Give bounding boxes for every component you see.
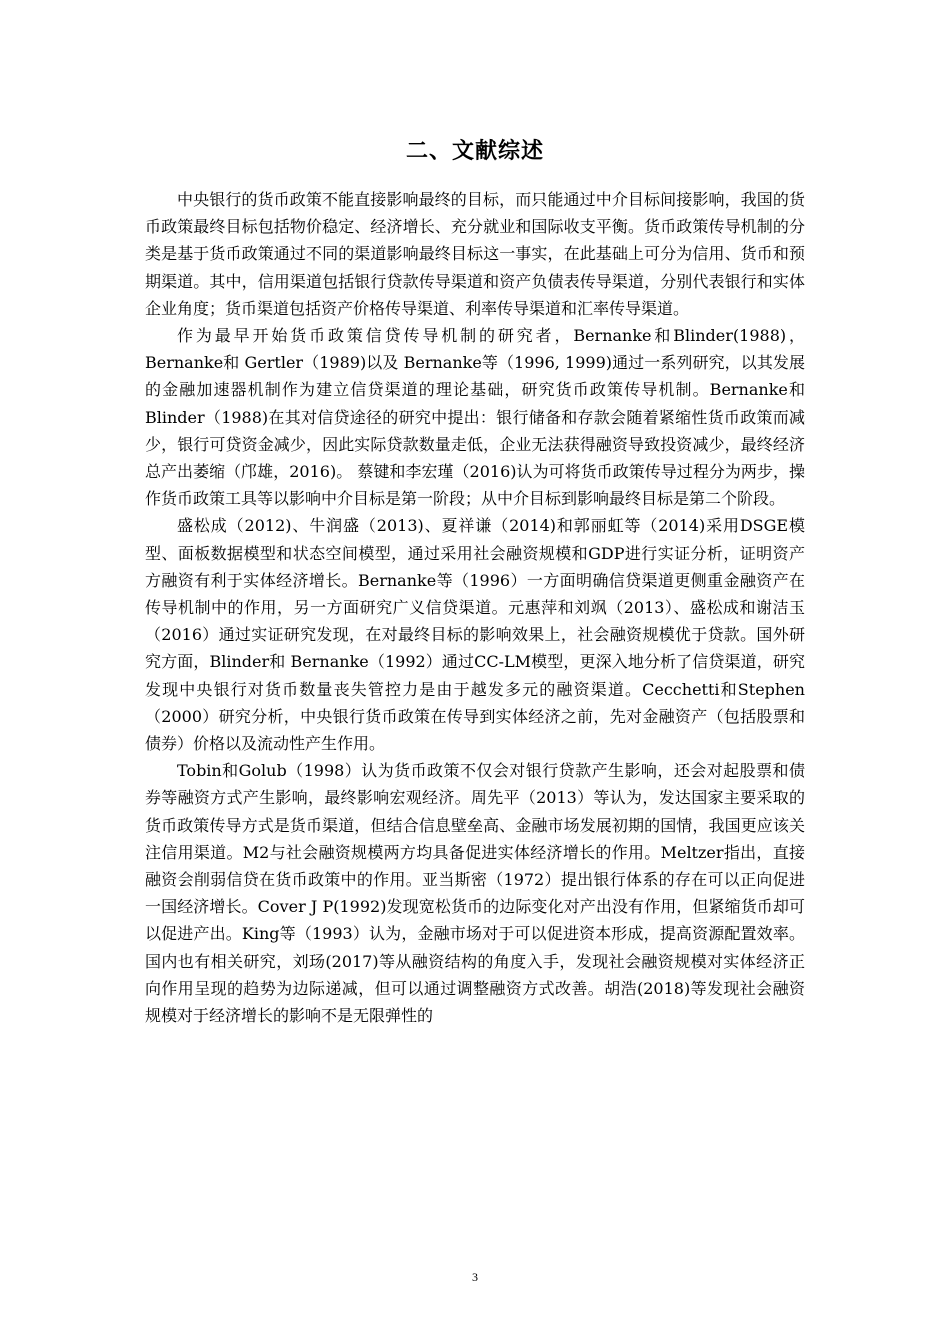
body-text [145,186,805,1029]
paragraph-4: Tobin和Golub（1998）认为货币政策不仅会对银行贷款产生影响，还会对起股票和债券等融资方式产生影响，最终影响宏观经济。周先平（2013）等认为，发达国家主要采取的货币政策传导方式是货币渠道，但结合信息壁垒高、金融市场发展初期的国情，我国更应该关注信用渠道。M2与社会融资规模两方均具备促进实体经济增长的作用。Meltzer指出，直接融资会削弱信贷在货币政策中的作用。亚当斯密（1972）提出银行体系的存在可以正向促进一国经济增长。Cover J P(1992)发现宽松货币的边际变化对产出没有作用，但紧缩货币却可以促进产出。King等（1993）认为，金融市场对于可以促进资本形成，提高资源配置效率。国内也有相关研究，刘玚(2017)等从融资结构的角度入手，发现社会融资规模对实体经济正向作用呈现的趋势为边际递减，但可以通过调整融资方式改善。胡浩(2018)等发现社会融资规模对于经济增长的影响不是无限弹性的 [145,761,805,1026]
paragraph-2: 作为最早开始货币政策信贷传导机制的研究者，Bernanke和Blinder(1988)，Bernanke和 Gertler（1989)以及 Bernanke等（1996, 1999)通过一系列研究，以其发展的金融加速器机制作为建立信贷渠道的理论基础，研究货币政策传导机制。Bernanke和Blinder（1988)在其对信贷途径的研究中提出：银行储备和存款会随着紧缩性货币政策而减少，银行可贷资金减少，因此实际贷款数量走低，企业无法获得融资导致投资减少，最终经济总产出萎缩（邝雄，2016)。 蔡键和李宏瑾（2016)认为可将货币政策传导过程分为两步，操作货币政策工具等以影响中介目标是第一阶段；从中介目标到影响最终目标是第二个阶段。 [145,326,805,509]
section-title: 二、文献综述 [405,139,544,164]
page-number: 3 [472,1270,478,1284]
paragraph-3: 盛松成（2012)、牛润盛（2013)、夏祥谦（2014)和郭丽虹等（2014)采用DSGE模型、面板数据模型和状态空间模型，通过采用社会融资规模和GDP进行实证分析，证明资产方融资有利于实体经济增长。Bernanke等（1996）一方面明确信贷渠道更侧重金融资产在传导机制中的作用，另一方面研究广义信贷渠道。元惠萍和刘飒（2013）、盛松成和谢洁玉（2016）通过实证研究发现，在对最终目标的影响效果上，社会融资规模优于贷款。国外研究方面，Blinder和 Bernanke（1992）通过CC-LM模型，更深入地分析了信贷渠道，研究发现中央银行对货币数量丧失管控力是由于越发多元的融资渠道。Cecchetti和Stephen（2000）研究分析，中央银行货币政策在传导到实体经济之前，先对金融资产（包括股票和债券）价格以及流动性产生作用。 [145,516,805,754]
paragraph-1: 中央银行的货币政策不能直接影响最终的目标，而只能通过中介目标间接影响，我国的货币政策最终目标包括物价稳定、经济增长、充分就业和国际收支平衡。货币政策传导机制的分类是基于货币政策通过不同的渠道影响最终目标这一事实，在此基础上可分为信用、货币和预期渠道。其中，信用渠道包括银行贷款传导渠道和资产负债表传导渠道，分别代表银行和实体企业角度；货币渠道包括资产价格传导渠道、利率传导渠道和汇率传导渠道。 [145,190,805,318]
